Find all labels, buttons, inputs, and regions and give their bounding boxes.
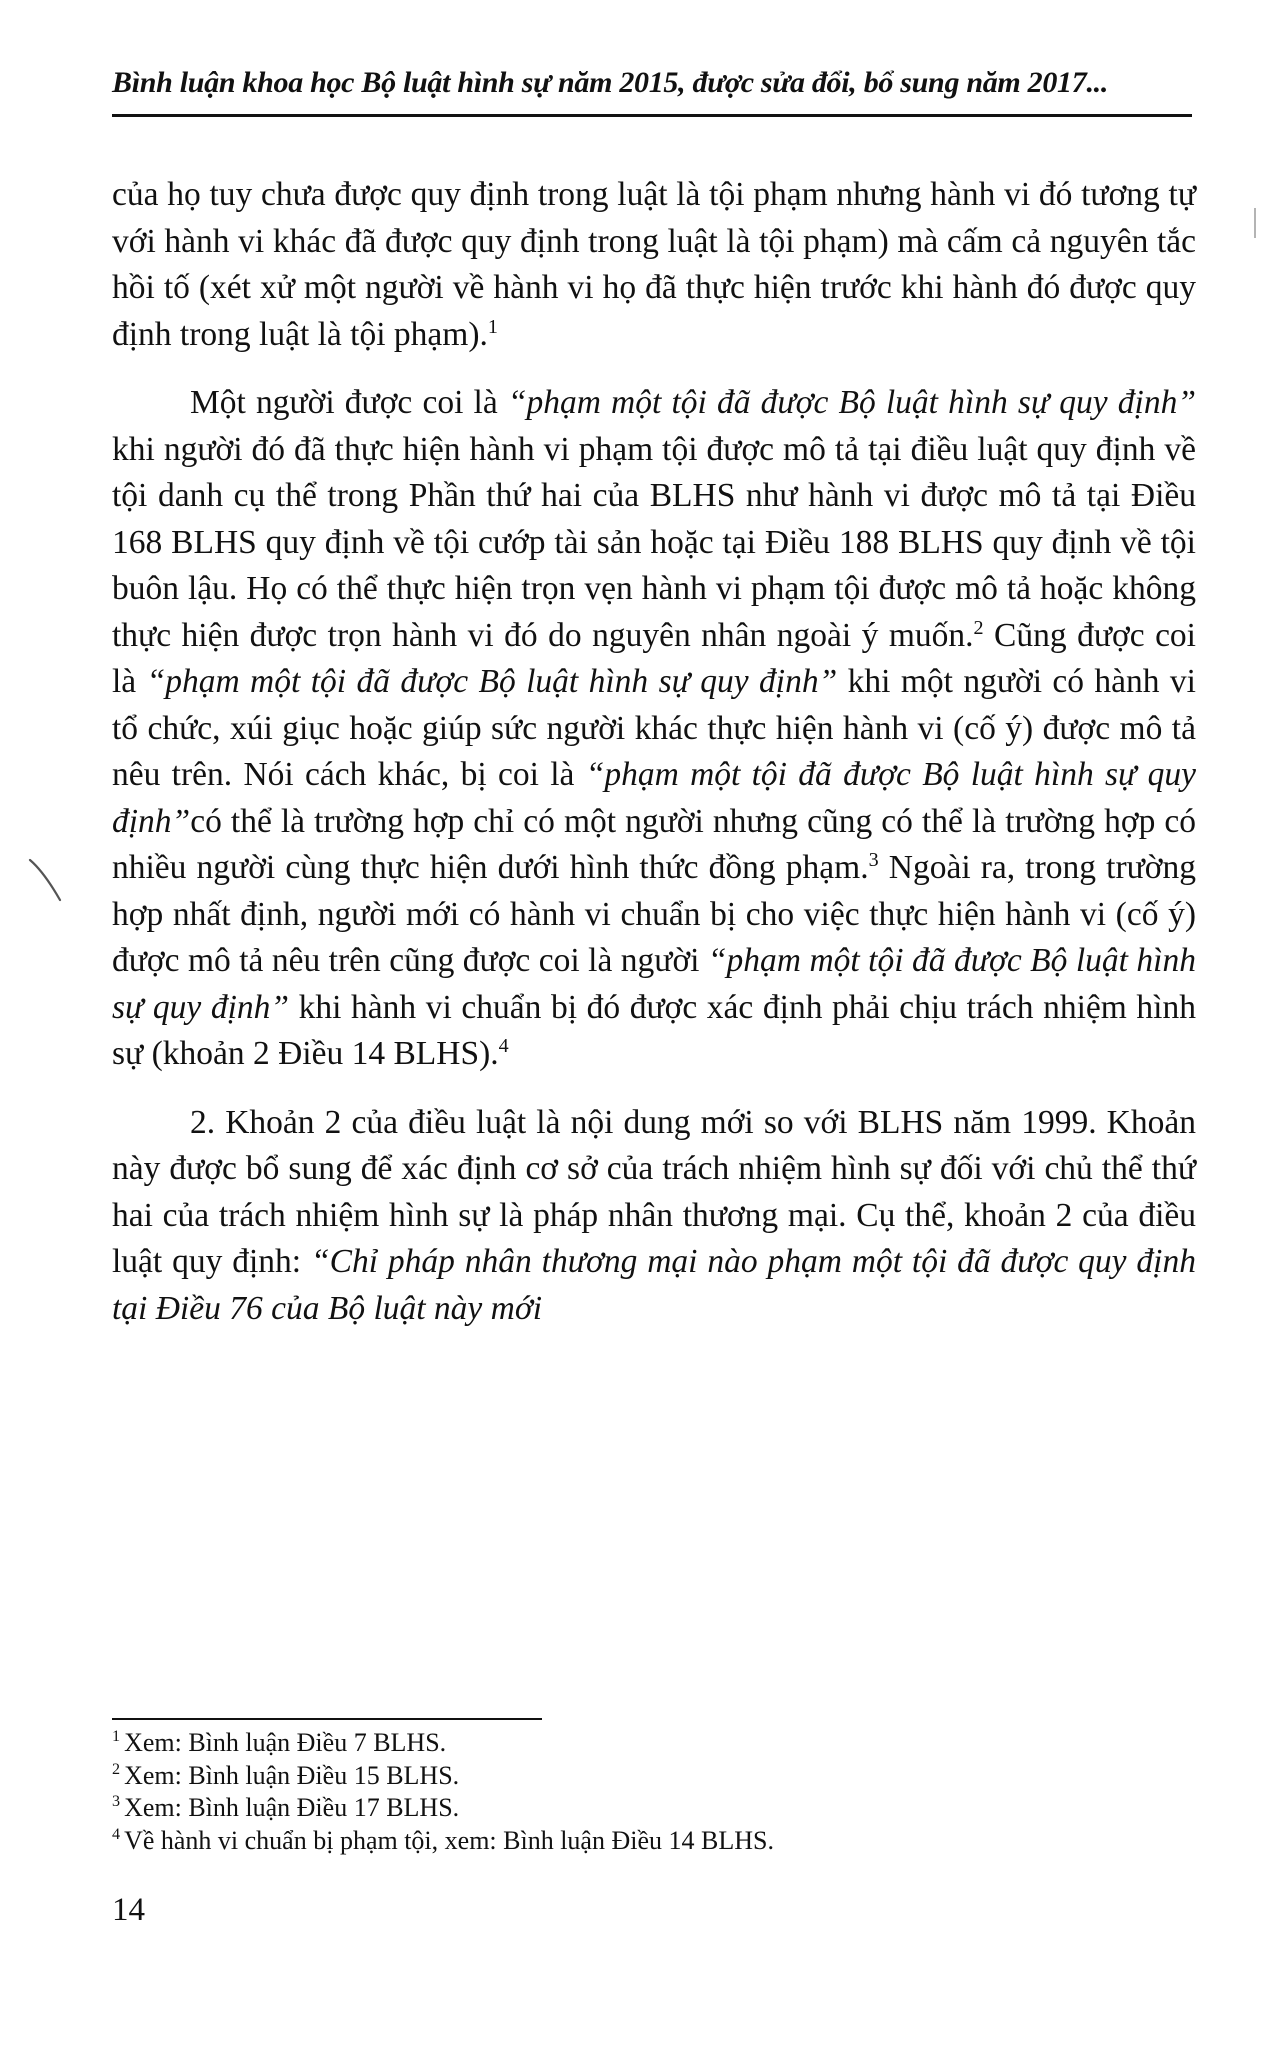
footnote-3 (112, 1792, 1192, 1825)
margin-mark (1252, 208, 1258, 238)
paragraph-text: khi một người có hành vi tổ chức, xúi giục hoặc giúp sức người khác thực hiện hành vi (cố ý) được mô tả nêu trên. Nói cách khác, bị coi là (112, 663, 1196, 793)
paragraph-continuation (112, 172, 1196, 358)
paragraph-text: của họ tuy chưa được quy định trong luật là tội phạm nhưng hành vi đó tương tự với hành vi khác đã được quy định trong luật là tội phạm) mà cấm cả nguyên tắc hồi tố (xét xử một người về hành vi họ đã thực hiện trước khi hành đó được quy định trong luật là tội phạm). (112, 176, 1196, 353)
footnote-text: Xem: Bình luận Điều 7 BLHS. (124, 1728, 447, 1757)
footnote-number: 3 (112, 1793, 121, 1811)
footnote-4 (112, 1825, 1192, 1858)
footnote-ref-3: 3 (868, 848, 879, 871)
footnote-1 (112, 1727, 1192, 1760)
footnote-ref-1: 1 (487, 315, 498, 338)
italic-quote: “phạm một tội đã được Bộ luật hình sự quy định” (507, 384, 1196, 421)
paragraph-text: Cũng được coi là (112, 616, 1196, 700)
italic-quote: “phạm một tội đã được Bộ luật hình sự quy định” (112, 756, 1196, 840)
footnote-text: Xem: Bình luận Điều 17 BLHS. (124, 1793, 460, 1822)
paragraph-text: có thể là trường hợp chỉ có một người nhưng cũng có thể là trường hợp có nhiều người cùng thực hiện dưới hình thức đồng phạm. (112, 802, 1196, 886)
italic-quote: “Chỉ pháp nhân thương mại nào phạm một tội đã được quy định tại Điều 76 của Bộ luật này mới (112, 1243, 1196, 1327)
footnote-number: 2 (112, 1760, 121, 1778)
paragraph-text: khi người đó đã thực hiện hành vi phạm tội được mô tả tại điều luật quy định về tội danh cụ thể trong Phần thứ hai của BLHS như hành vi được mô tả tại Điều 168 BLHS quy định về tội cướp tài sản hoặc tại Điều 188 BLHS quy định về tội buôn lậu. Họ có thể thực hiện trọn vẹn hành vi phạm tội được mô tả hoặc không thực hiện được trọn hành vi đó do nguyên nhân ngoài ý muốn. (112, 430, 1196, 654)
running-header: Bình luận khoa học Bộ luật hình sự năm 2015, được sửa đổi, bổ sung năm 2017... (112, 66, 1109, 99)
page-number: 14 (112, 1892, 145, 1928)
footnote-ref-2: 2 (973, 616, 984, 639)
italic-quote: “phạm một tội đã được Bộ luật hình sự quy định” (112, 942, 1196, 1026)
paragraph-text: Một người được coi là (190, 384, 508, 421)
pencil-mark (26, 856, 66, 906)
footnote-rule (112, 1718, 542, 1720)
paragraph-text: 2. Khoản 2 của điều luật là nội dung mới so với BLHS năm 1999. Khoản này được bổ sung để xác định cơ sở của trách nhiệm hình sự đối với chủ thể thứ hai của trách nhiệm hình sự là pháp nhân thương mại. Cụ thể, khoản 2 của điều luật quy định: (112, 1103, 1196, 1280)
footnote-text: Xem: Bình luận Điều 15 BLHS. (124, 1760, 460, 1790)
paragraph-text: khi hành vi chuẩn bị đó được xác định phải chịu trách nhiệm hình sự (khoản 2 Điều 14 BLHS). (112, 988, 1196, 1072)
footnote-number: 1 (112, 1728, 121, 1746)
italic-quote: “phạm một tội đã được Bộ luật hình sự quy định” (146, 663, 838, 700)
paragraph-offense-definition (112, 380, 1196, 1078)
footnote-ref-4: 4 (498, 1034, 509, 1057)
footnotes (112, 1727, 1192, 1857)
footnote-2 (112, 1760, 1192, 1793)
paragraph-text: Ngoài ra, trong trường hợp nhất định, người mới có hành vi chuẩn bị cho việc thực hiện hành vi (cố ý) được mô tả nêu trên cũng được coi là người (112, 849, 1196, 979)
body-text (112, 172, 1196, 1332)
footnote-text: Về hành vi chuẩn bị phạm tội, xem: Bình luận Điều 14 BLHS. (124, 1825, 774, 1855)
footnote-number: 4 (112, 1825, 121, 1843)
paragraph-clause-2 (112, 1100, 1196, 1333)
header-rule (112, 114, 1192, 117)
